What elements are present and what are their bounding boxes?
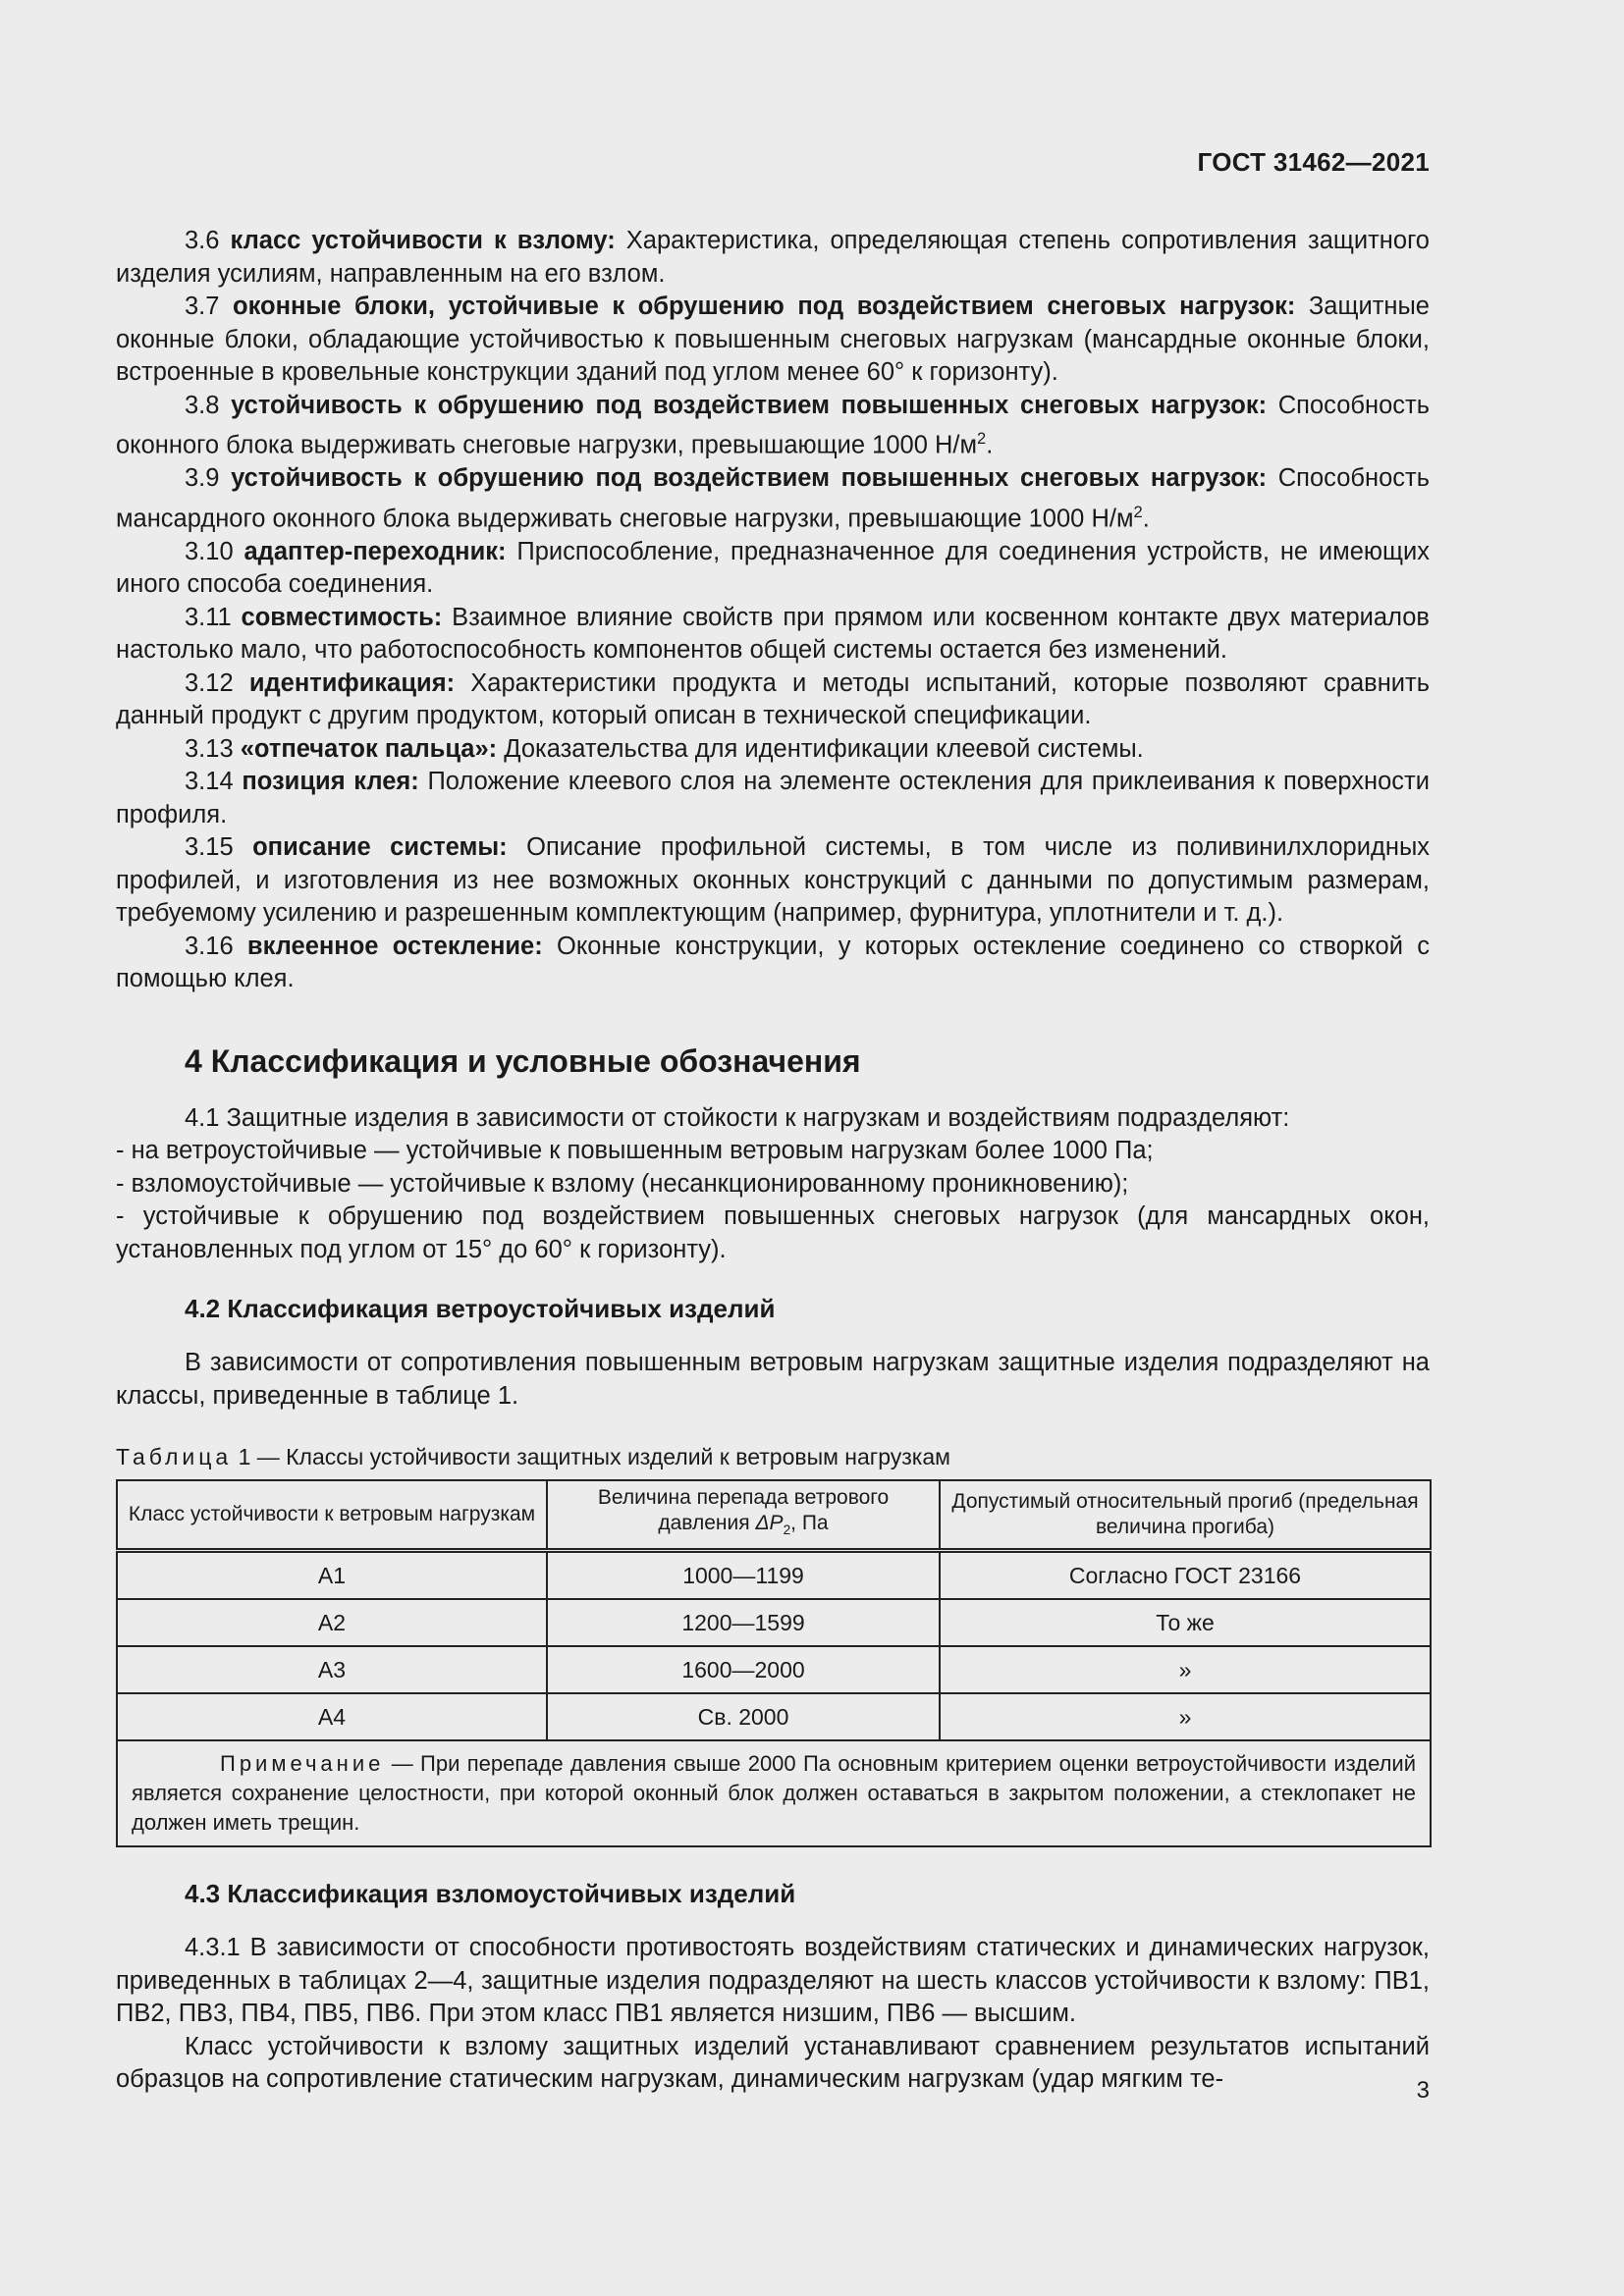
document-header: ГОСТ 31462—2021 <box>1197 147 1430 177</box>
table-cell: 1200—1599 <box>547 1599 940 1646</box>
table-header-cell: Класс устойчивости к ветровым нагрузкам <box>117 1480 547 1551</box>
table-cell: То же <box>940 1599 1431 1646</box>
table-row <box>117 1646 1431 1693</box>
subsection-4-3-heading: 4.3 Классификация взломоустойчивых изделий <box>185 1879 796 1908</box>
paragraph-4-3-1: 4.3.1 В зависимости от способности противостоять воздействиям статических и динамических нагрузок, приведенных в таблицах 2—4, защитные изделия подразделяют на шесть классов устойчивости к взлому: ПВ1, ПВ2, ПВ3, ПВ4, ПВ5, ПВ6. При этом класс ПВ1 является низшим, ПВ6 — высшим. <box>116 1934 1430 2027</box>
table-caption: Таблица 1 — Классы устойчивости защитных изделий к ветровым нагрузкам <box>116 1444 950 1469</box>
table-row <box>117 1599 1431 1646</box>
table-cell: А1 <box>117 1551 547 1600</box>
definitions-list <box>116 225 1430 996</box>
definition-item: 3.8 устойчивость к обрушению под воздействием повышенных снеговых нагрузок: Способность оконного блока выдерживать снеговые нагрузки, превышающие 1000 $Н/м^2$. <box>116 391 1430 459</box>
table-cell: А2 <box>117 1599 547 1646</box>
definition-item: 3.6 класс устойчивости к взлому: Характеристика, определяющая степень сопротивления защитного изделия усилиям, направленным на его взлом. <box>116 227 1430 288</box>
definition-item: 3.14 позиция клея: Положение клеевого слоя на элементе остекления для приклеивания к поверхности профиля. <box>116 768 1430 828</box>
list-item: - устойчивые к обрушению под воздействием повышенных снеговых нагрузок (для мансардных окон, установленных под углом от 15° до 60° к горизонту). <box>116 1202 1430 1263</box>
table-header-cell: Допустимый относительный прогиб (предельная величина прогиба) <box>940 1480 1431 1551</box>
paragraph-4-3-2: Класс устойчивости к взлому защитных изделий устанавливают сравнением результатов испытаний образцов на сопротивление статическим нагрузкам, динамическим нагрузкам (удар мягким те- <box>116 2032 1430 2093</box>
definition-item: 3.7 оконные блоки, устойчивые к обрушению под воздействием снеговых нагрузок: Защитные оконные блоки, обладающие устойчивостью к повышенным снеговых нагрузкам (мансардные оконные блоки, встроенные в кровельные конструкции зданий под углом менее 60° к горизонту). <box>116 293 1430 386</box>
definition-item: 3.12 идентификация: Характеристики продукта и методы испытаний, которые позволяют сравнить данный продукт с другим продуктом, который описан в технической спецификации. <box>116 668 1430 729</box>
table-cell: » <box>940 1693 1431 1740</box>
table-cell: » <box>940 1646 1431 1693</box>
table-cell: Св. 2000 <box>547 1693 940 1740</box>
table-row <box>117 1551 1431 1600</box>
wind-resistance-table <box>116 1479 1432 1847</box>
table-header-row <box>117 1480 1431 1551</box>
table-note: Примечание — При перепаде давления свыше 2000 Па основным критерием оценки ветроустойчивости изделий является сохранение целостности, при которой оконный блок должен оставаться в закрытом положении, а стеклопакет не должен иметь трещин. <box>117 1740 1431 1846</box>
document-page <box>116 0 1430 2296</box>
definition-item: 3.10 адаптер-переходник: Приспособление, предназначенное для соединения устройств, не имеющих иного способа соединения. <box>116 537 1430 598</box>
subsection-4-2-heading: 4.2 Классификация ветроустойчивых изделий <box>185 1294 776 1323</box>
list-item: - на ветроустойчивые — устойчивые к повышенным ветровым нагрузкам более 1000 Па; <box>116 1137 1154 1164</box>
definition-item: 3.11 совместимость: Взаимное влияние свойств при прямом или косвенном контакте двух материалов настолько мало, что работоспособность компонентов общей системы остается без изменений. <box>116 603 1430 664</box>
table-cell: Согласно ГОСТ 23166 <box>940 1551 1431 1600</box>
list-item: - взломоустойчивые — устойчивые к взлому (несанкционированному проникновению); <box>116 1169 1129 1198</box>
table-cell: 1000—1199 <box>547 1551 940 1600</box>
paragraph-4-2: В зависимости от сопротивления повышенным ветровым нагрузкам защитные изделия подразделяют на классы, приведенные в таблице 1. <box>116 1349 1430 1410</box>
table-header-cell: Величина перепада ветрового давления $\Delta P_2$, Па <box>547 1480 940 1551</box>
table-cell: 1600—2000 <box>547 1646 940 1693</box>
paragraph-4-1: 4.1 Защитные изделия в зависимости от стойкости к нагрузкам и воздействиям подразделяют: <box>185 1103 1290 1132</box>
page-number: 3 <box>1416 2077 1430 2104</box>
table-cell: А3 <box>117 1646 547 1693</box>
definition-item: 3.13 «отпечаток пальца»: Доказательства для идентификации клеевой системы. <box>185 734 1144 763</box>
definition-item: 3.9 устойчивость к обрушению под воздействием повышенных снеговых нагрузок: Способность мансардного оконного блока выдерживать снеговые нагрузки, превышающие 1000 $Н/м^2$. <box>116 464 1430 532</box>
definition-item: 3.15 описание системы: Описание профильной системы, в том числе из поливинилхлоридных профилей, и изготовления из нее возможных оконных конструкций с данными по допустимым размерам, требуемому усилению и разрешенным комплектующим (например, фурнитура, уплотнители и т. д.). <box>116 833 1431 927</box>
definition-item: 3.16 вклеенное остекление: Оконные конструкции, у которых остекление соединено со створкой с помощью клея. <box>116 932 1430 992</box>
document-body <box>116 225 1430 2097</box>
table-cell: А4 <box>117 1693 547 1740</box>
section-4-heading: 4 Классификация и условные обозначения <box>185 1042 861 1079</box>
table-row <box>117 1693 1431 1740</box>
table-note-row <box>117 1740 1431 1846</box>
